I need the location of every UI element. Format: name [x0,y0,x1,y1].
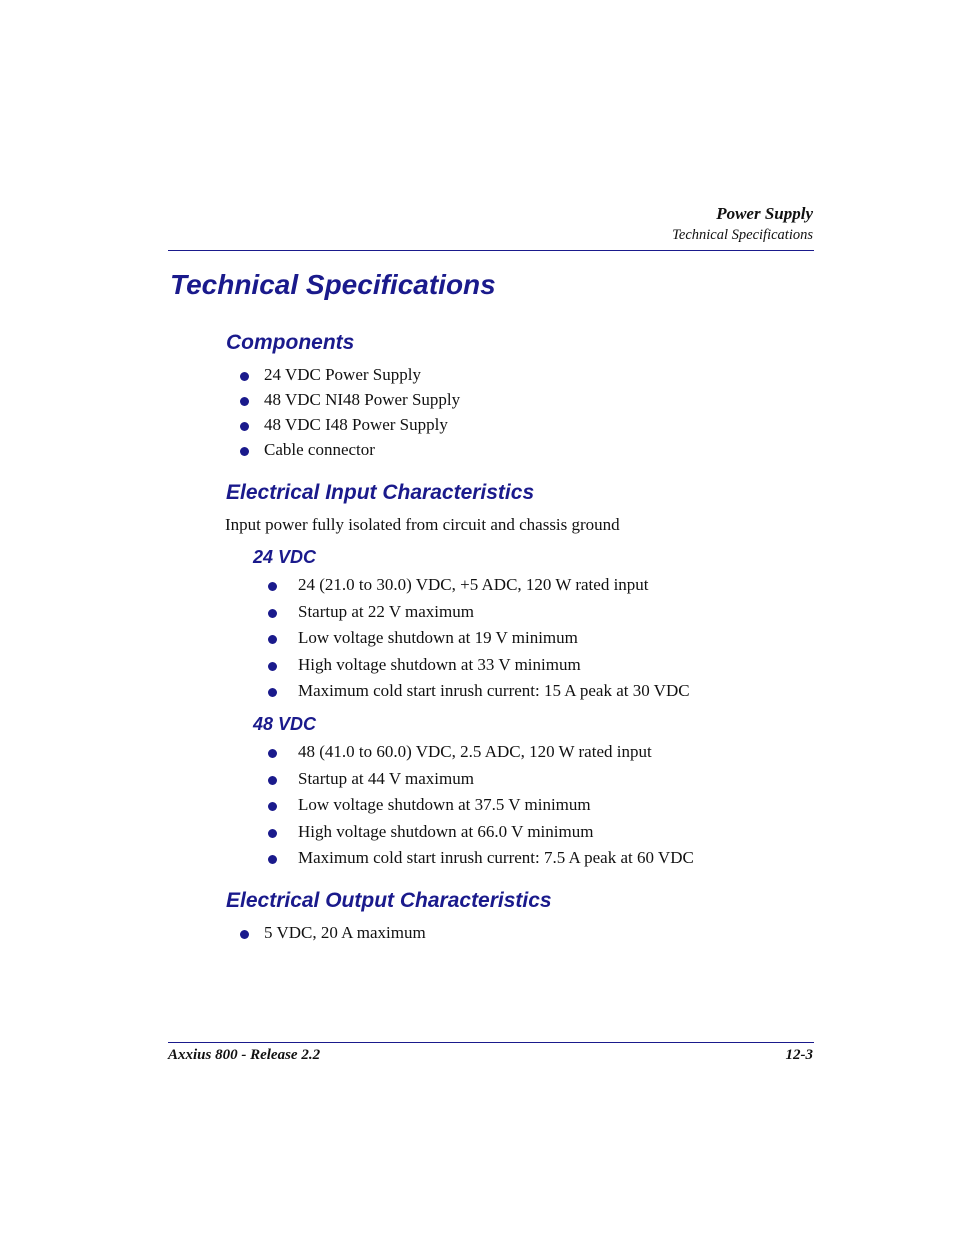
bullet-icon [268,749,277,758]
bullet-icon [268,662,277,671]
header-rule [168,250,814,251]
input-heading: Electrical Input Characteristics [226,481,535,504]
bullet-icon [268,582,277,591]
footer-product: Axxius 800 - Release 2.2 [168,1047,321,1063]
vdc24-list [298,574,690,707]
list-item: Maximum cold start inrush current: 15 A peak at 30 VDC [298,680,690,707]
bullet-icon [268,609,277,618]
vdc48-heading: 48 VDC [253,714,317,734]
footer-rule [168,1042,814,1043]
list-item: High voltage shutdown at 33 V minimum [298,654,690,681]
list-item: 48 (41.0 to 60.0) VDC, 2.5 ADC, 120 W rated input [298,741,694,768]
bullet-icon [268,802,277,811]
bullet-icon [268,829,277,838]
list-item: Low voltage shutdown at 19 V minimum [298,627,690,654]
list-item: Maximum cold start inrush current: 7.5 A peak at 60 VDC [298,847,694,874]
vdc48-list [298,741,694,874]
input-intro: Input power fully isolated from circuit and chassis ground [225,515,620,534]
bullet-icon [240,447,249,456]
bullet-icon [268,776,277,785]
page-number: 12-3 [785,1047,813,1063]
list-item: Startup at 44 V maximum [298,768,694,795]
bullet-icon [240,397,249,406]
running-header-chapter: Power Supply [716,204,813,223]
bullet-icon [240,930,249,939]
list-item: Low voltage shutdown at 37.5 V minimum [298,794,694,821]
bullet-icon [240,372,249,381]
bullet-icon [268,688,277,697]
components-heading: Components [226,331,355,354]
list-item: High voltage shutdown at 66.0 V minimum [298,821,694,848]
running-header-section: Technical Specifications [672,227,813,243]
output-heading: Electrical Output Characteristics [226,889,552,912]
output-list [264,922,426,947]
bullet-icon [240,422,249,431]
bullet-icon [268,855,277,864]
page-title: Technical Specifications [170,269,496,300]
bullet-icon [268,635,277,644]
list-item: 48 VDC I48 Power Supply [264,414,460,439]
components-list [264,364,460,464]
list-item: Cable connector [264,439,460,464]
list-item: Startup at 22 V maximum [298,601,690,628]
list-item: 24 VDC Power Supply [264,364,460,389]
vdc24-heading: 24 VDC [253,547,317,567]
list-item: 24 (21.0 to 30.0) VDC, +5 ADC, 120 W rated input [298,574,690,601]
list-item: 5 VDC, 20 A maximum [264,922,426,947]
list-item: 48 VDC NI48 Power Supply [264,389,460,414]
